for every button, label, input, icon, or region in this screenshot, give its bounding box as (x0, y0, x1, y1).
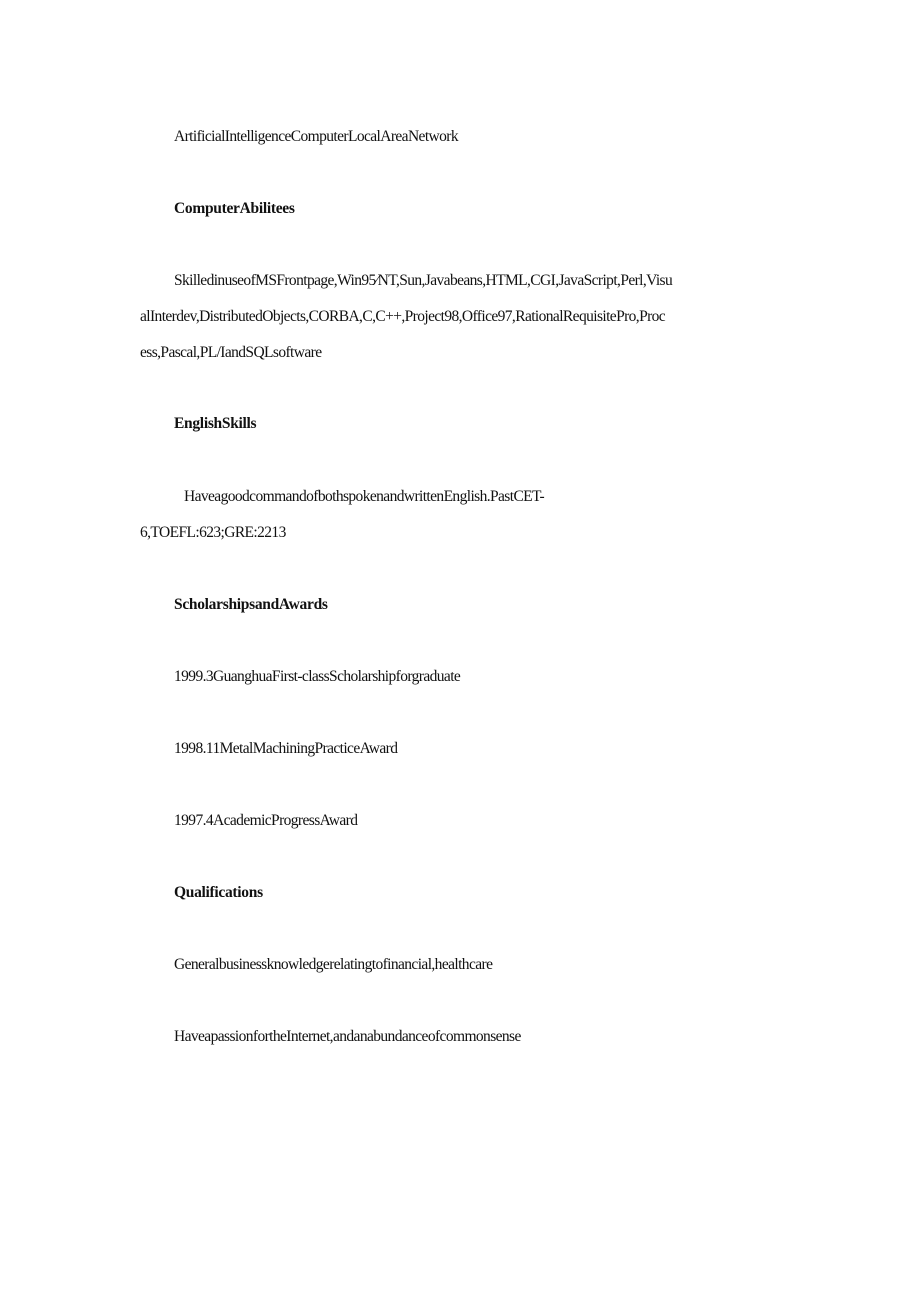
intro-line: ArtificialIntelligenceComputerLocalAreaNetwork (174, 128, 458, 145)
scholarships-awards-heading: ScholarshipsandAwards (174, 596, 328, 613)
english-skills-line-1: HaveagoodcommandofbothspokenandwrittenEnglish.PastCET- (184, 488, 545, 505)
award-item: 1997.4AcademicProgressAward (174, 812, 358, 829)
award-item: 1998.11MetalMachiningPracticeAward (174, 740, 398, 757)
english-skills-line-2: 6,TOEFL:623;GRE:2213 (140, 524, 286, 541)
computer-abilities-line-2: alInterdev,DistributedObjects,CORBA,C,C++,Project98,Office97,RationalRequisitePro,Proc (140, 308, 666, 325)
computer-abilities-line-3: ess,Pascal,PL/IandSQLsoftware (140, 344, 322, 361)
qualification-item: HaveapassionfortheInternet,andanabundanceofcommonsense (174, 1028, 521, 1045)
english-skills-heading: EnglishSkills (174, 415, 257, 432)
qualifications-heading: Qualifications (174, 884, 263, 901)
computer-abilities-line-1: SkilledinuseofMSFrontpage,Win95⁄NT,Sun,Javabeans,HTML,CGI,JavaScript,Perl,Visu (174, 272, 673, 289)
computer-abilities-heading: ComputerAbilitees (174, 200, 295, 217)
qualification-item: Generalbusinessknowledgerelatingtofinancial,healthcare (174, 956, 493, 973)
award-item: 1999.3GuanghuaFirst-classScholarshipforgraduate (174, 668, 461, 685)
